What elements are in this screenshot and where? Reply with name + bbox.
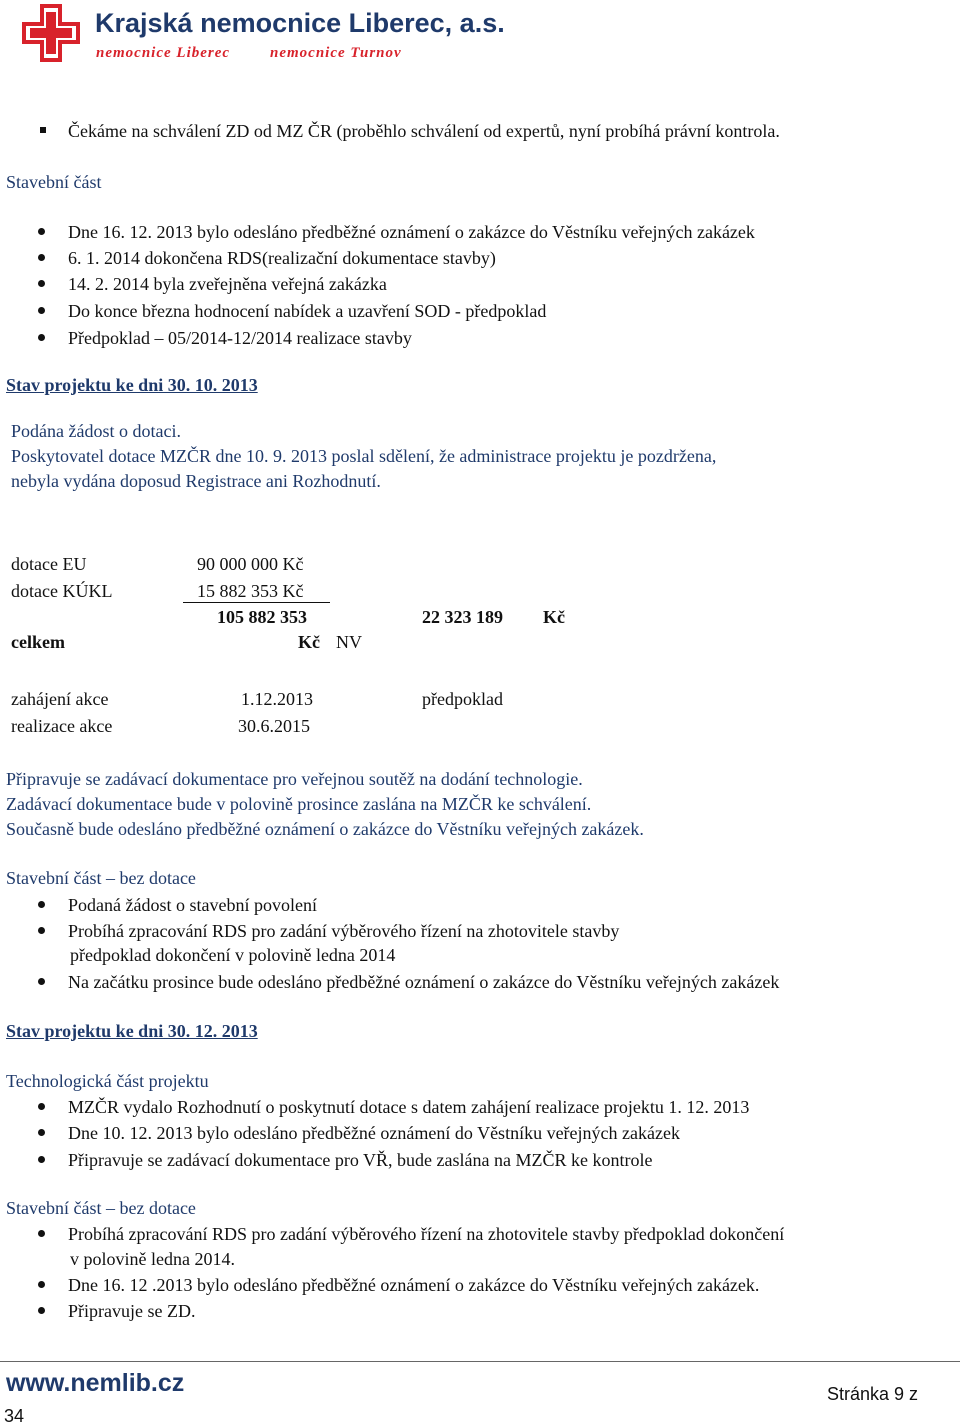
funding-total-value: 105 882 353	[217, 607, 307, 627]
list-item: Dne 16. 12. 2013 bylo odesláno předběžné oznámení o zakázce do Věstníku veřejných zakázek	[68, 222, 755, 242]
org-name: Krajská nemocnice Liberec, a.s.	[95, 8, 505, 38]
bullet-icon	[38, 1281, 45, 1288]
paragraph-line: Současně bude odesláno předběžné oznámení o zakázce do Věstníku veřejných zakázek.	[6, 819, 644, 839]
section-stavebni-cast-title: Stavební část	[6, 172, 102, 192]
list-item: Do konce března hodnocení nabídek a uzavření SOD - předpoklad	[68, 301, 547, 321]
bullet-icon	[38, 978, 45, 985]
bullet-icon	[38, 901, 45, 908]
status-line: Poskytovatel dotace MZČR dne 10. 9. 2013 poslal sdělení, že administrace projektu je pozdržena,	[11, 446, 717, 466]
bullet-icon	[38, 1230, 45, 1237]
list-item: Připravuje se zadávací dokumentace pro VŘ, bude zaslána na MZČR ke kontrole	[68, 1150, 653, 1170]
funding-nv-label: NV	[336, 632, 362, 652]
sum-divider	[183, 602, 330, 603]
start-value: 1.12.2013	[241, 689, 313, 709]
funding-eu-value: 90 000 000 Kč	[197, 554, 304, 574]
bullet-icon	[38, 228, 45, 235]
list-item: 6. 1. 2014 dokončena RDS(realizační dokumentace stavby)	[68, 248, 496, 268]
footer-url[interactable]: www.nemlib.cz	[6, 1369, 185, 1397]
list-item: Probíhá zpracování RDS pro zadání výběrového řízení na zhotovitele stavby	[68, 921, 620, 941]
bullet-icon	[38, 254, 45, 261]
top-note: Čekáme na schválení ZD od MZ ČR (proběhlo schválení od expertů, nyní probíhá právní kontrola.	[68, 121, 780, 141]
list-item: Podaná žádost o stavební povolení	[68, 895, 317, 915]
funding-nv-value: 22 323 189	[422, 607, 503, 627]
bullet-icon	[38, 1156, 45, 1163]
status-line: Podána žádost o dotaci.	[11, 421, 181, 441]
status-line: nebyla vydána doposud Registrace ani Rozhodnutí.	[11, 471, 381, 491]
funding-nv-unit: Kč	[543, 607, 565, 627]
footer-page-total: 34	[4, 1406, 25, 1426]
list-item-continuation: v polovině ledna 2014.	[70, 1249, 235, 1269]
bullet-icon	[38, 927, 45, 934]
bullet-icon	[38, 1103, 45, 1110]
start-note: předpoklad	[422, 689, 503, 709]
list-item: 14. 2. 2014 byla zveřejněna veřejná zakázka	[68, 274, 387, 294]
end-value: 30.6.2015	[238, 716, 310, 736]
bullet-icon	[38, 307, 45, 314]
org-subtitle-liberec: nemocnice Liberec	[96, 45, 231, 61]
funding-total-label: celkem	[11, 632, 65, 652]
funding-kukl-label: dotace KÚKL	[11, 581, 113, 601]
list-item: Předpoklad – 05/2014-12/2014 realizace stavby	[68, 328, 412, 348]
org-subtitle-turnov: nemocnice Turnov	[270, 45, 402, 61]
list-item: Připravuje se ZD.	[68, 1301, 196, 1321]
list-item-continuation: předpoklad dokončení v polovině ledna 2014	[70, 945, 396, 965]
footer-divider	[0, 1361, 960, 1362]
bullet-icon	[38, 1129, 45, 1136]
paragraph-line: Zadávací dokumentace bude v polovině prosince zaslána na MZČR ke schválení.	[6, 794, 592, 814]
status-title: Stav projektu ke dni 30. 10. 2013	[6, 375, 258, 395]
bullet-icon	[38, 280, 45, 287]
list-item: Na začátku prosince bude odesláno předběžné oznámení o zakázce do Věstníku veřejných zakázek	[68, 972, 780, 992]
list-item: Probíhá zpracování RDS pro zadání výběrového řízení na zhotovitele stavby předpoklad dokončení	[68, 1224, 785, 1244]
section-technologicka-title: Technologická část projektu	[6, 1071, 209, 1091]
bullet-icon	[38, 334, 45, 341]
bullet-icon	[38, 1307, 45, 1314]
funding-kukl-value: 15 882 353 Kč	[197, 581, 304, 601]
funding-eu-label: dotace EU	[11, 554, 87, 574]
start-label: zahájení akce	[11, 689, 109, 709]
hospital-logo-icon	[22, 4, 80, 62]
funding-total-unit: Kč	[298, 632, 320, 652]
end-label: realizace akce	[11, 716, 113, 736]
list-item: Dne 16. 12 .2013 bylo odesláno předběžné oznámení o zakázce do Věstníku veřejných zakázek.	[68, 1275, 760, 1295]
square-bullet-icon	[40, 127, 46, 133]
footer-page-number: Stránka 9 z	[827, 1384, 919, 1404]
list-item: Dne 10. 12. 2013 bylo odesláno předběžné oznámení do Věstníku veřejných zakázek	[68, 1123, 680, 1143]
section-bez-dotace-title: Stavební část – bez dotace	[6, 1198, 196, 1218]
status-title: Stav projektu ke dni 30. 12. 2013	[6, 1021, 258, 1041]
list-item: MZČR vydalo Rozhodnutí o poskytnutí dotace s datem zahájení realizace projektu 1. 12. 2013	[68, 1097, 750, 1117]
paragraph-line: Připravuje se zadávací dokumentace pro veřejnou soutěž na dodání technologie.	[6, 769, 583, 789]
section-bez-dotace-title: Stavební část – bez dotace	[6, 868, 196, 888]
